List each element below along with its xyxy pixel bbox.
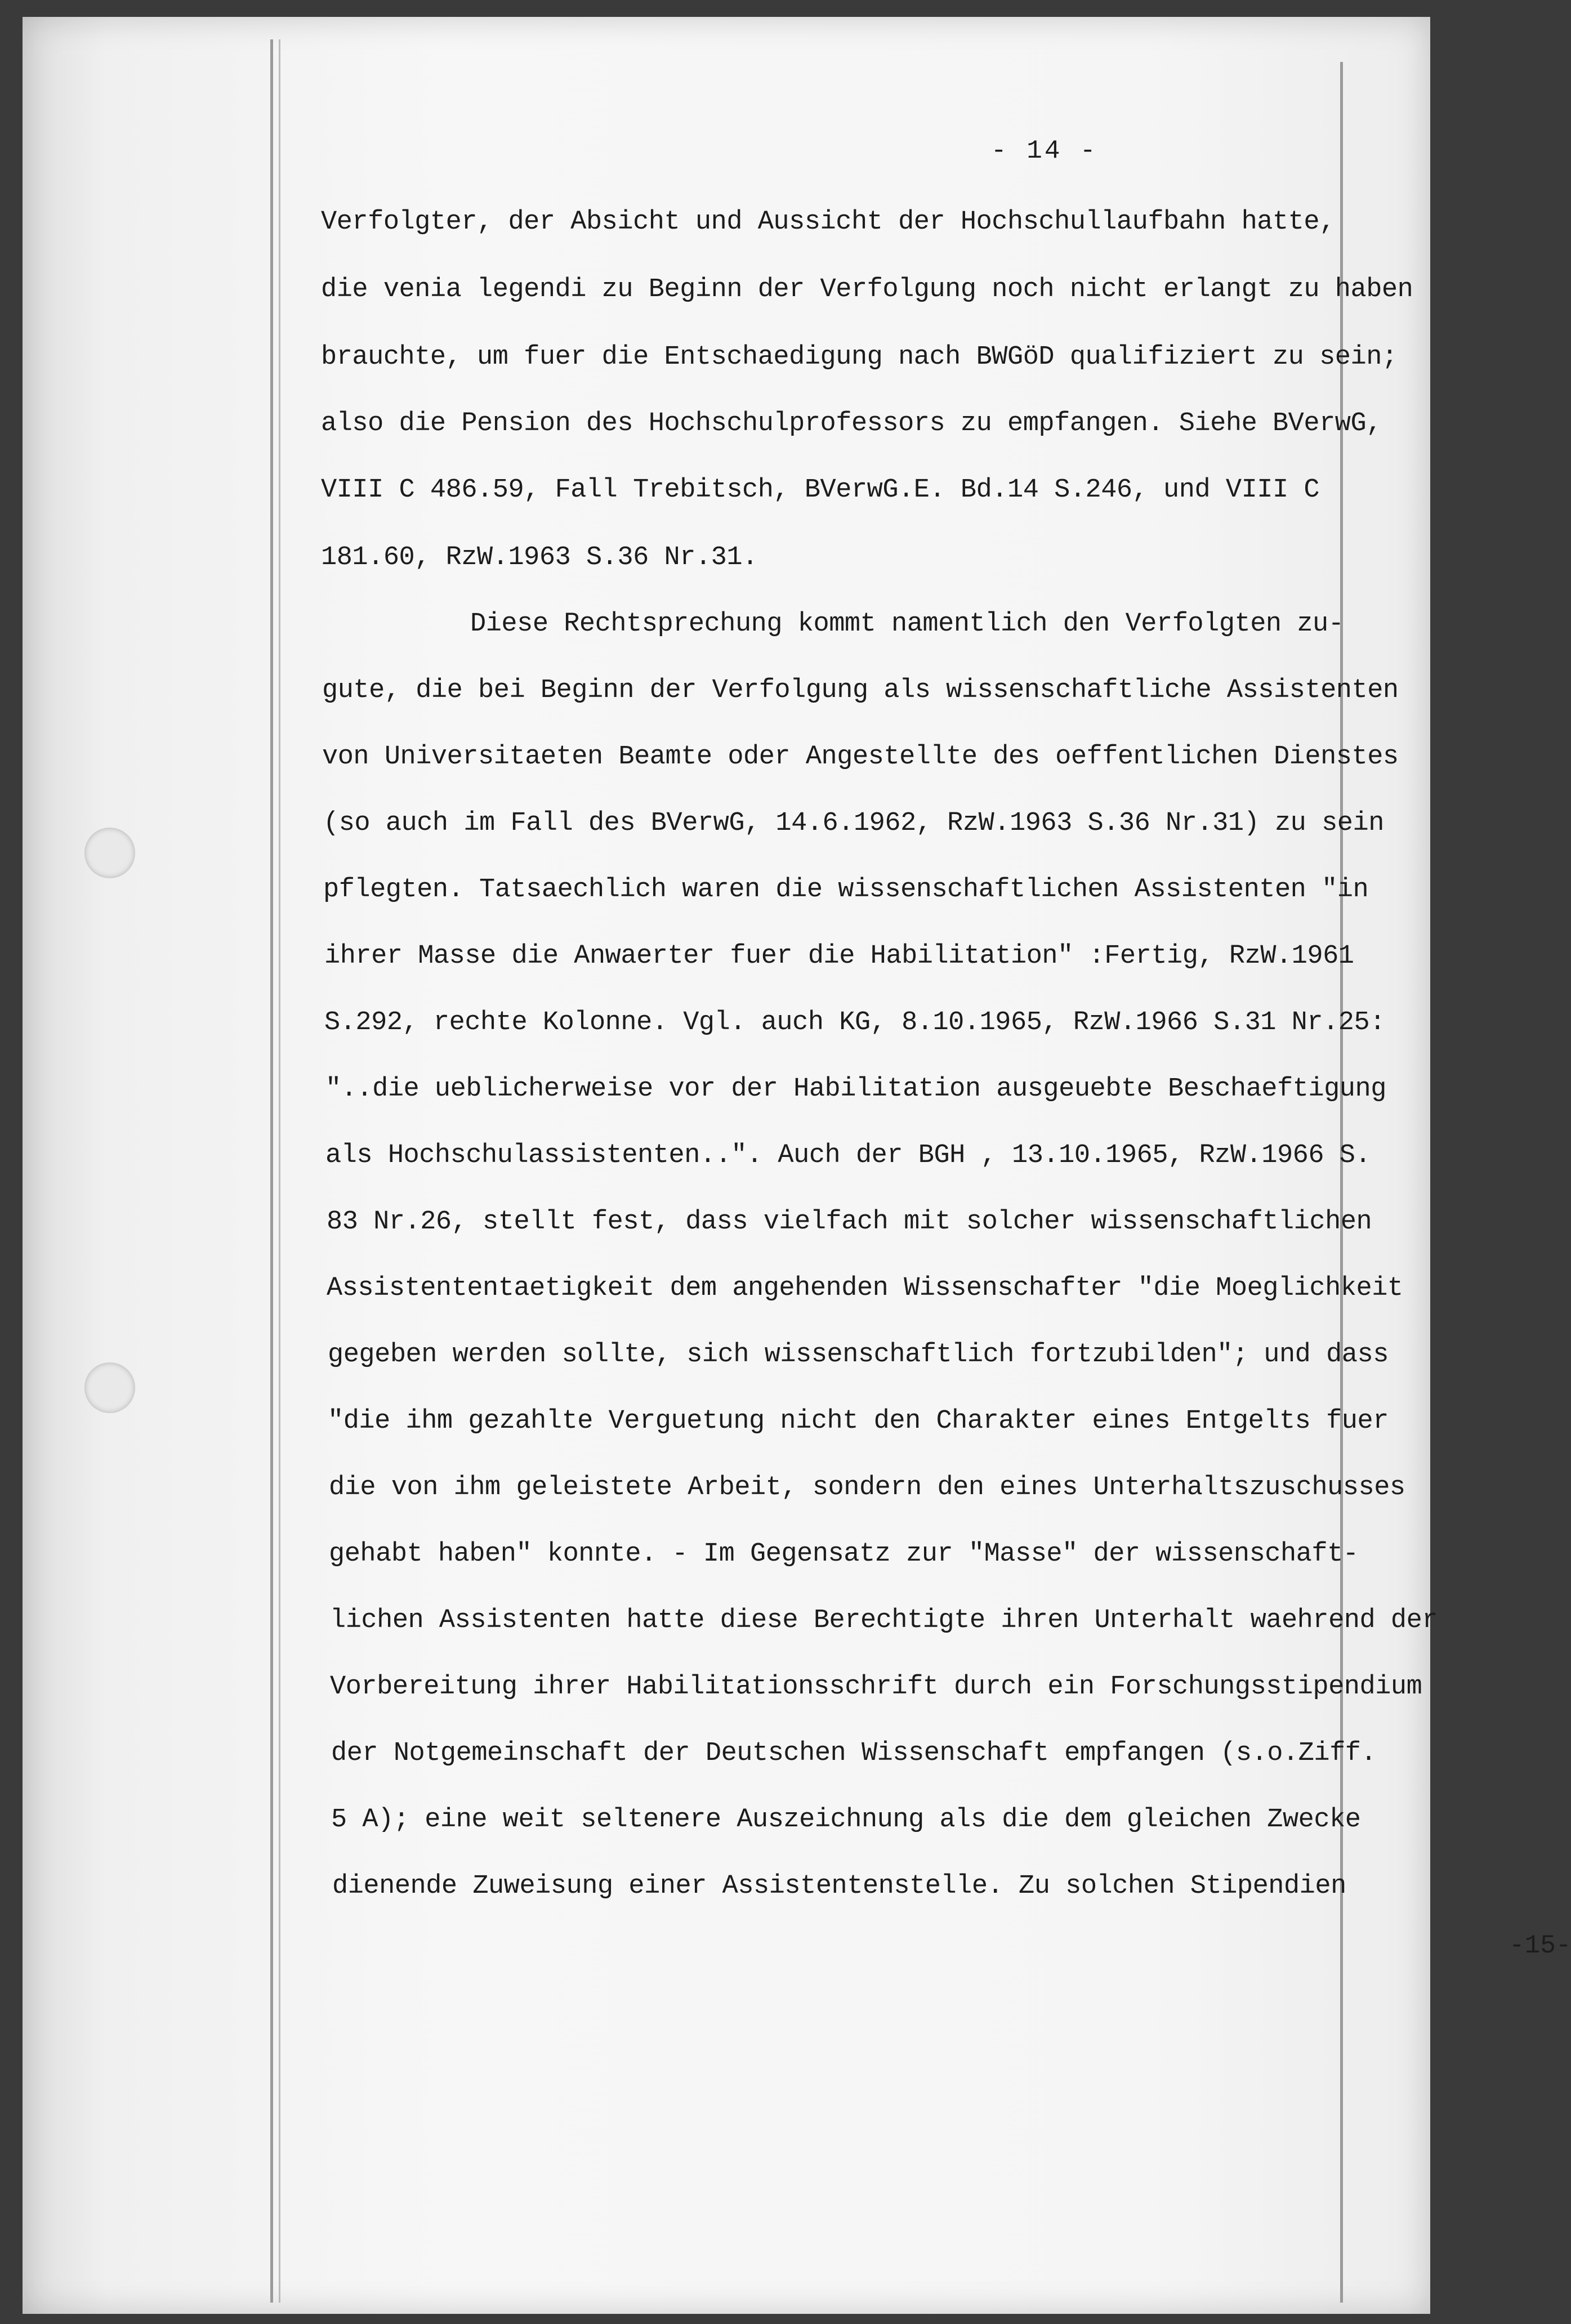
page-fold-line-inner (279, 39, 280, 2303)
text-line: 83 Nr.26, stellt fest, dass vielfach mit solcher wissenschaftlichen (327, 1207, 1372, 1237)
text-line: als Hochschulassistenten..". Auch der BGH , 13.10.1965, RzW.1966 S. (325, 1141, 1371, 1170)
text-line: gute, die bei Beginn der Verfolgung als wissenschaftliche Assistenten (322, 676, 1399, 705)
right-page-edge (1340, 62, 1343, 2303)
text-line: dienende Zuweisung einer Assistentenstelle. Zu solchen Stipendien (332, 1871, 1346, 1901)
text-line: VIII C 486.59, Fall Trebitsch, BVerwG.E. Bd.14 S.246, und VIII C (321, 475, 1320, 505)
text-line: gehabt haben" konnte. - Im Gegensatz zur "Masse" der wissenschaft- (329, 1539, 1359, 1569)
text-line: Assistententaetigkeit dem angehenden Wissenschafter "die Moeglichkeit (327, 1273, 1403, 1303)
page-fold-line (270, 39, 273, 2303)
text-line: gegeben werden sollte, sich wissenschaftlich fortzubilden"; und dass (328, 1340, 1389, 1370)
text-line: ihrer Masse die Anwaerter fuer die Habilitation" :Fertig, RzW.1961 (324, 941, 1354, 971)
page-number: - 14 - (991, 136, 1098, 166)
text-line: Verfolgter, der Absicht und Aussicht der Hochschullaufbahn hatte, (321, 207, 1335, 237)
text-line: (so auch im Fall des BVerwG, 14.6.1962, RzW.1963 S.36 Nr.31) zu sein (323, 808, 1384, 838)
punch-hole-lower (84, 1362, 135, 1413)
text-line: 5 A); eine weit seltenere Auszeichnung als die dem gleichen Zwecke (331, 1805, 1361, 1835)
text-line: also die Pension des Hochschulprofessors zu empfangen. Siehe BVerwG, (321, 409, 1382, 439)
text-line: Diese Rechtsprechung kommt namentlich den Verfolgten zu- (470, 609, 1344, 639)
text-line: brauchte, um fuer die Entschaedigung nach BWGöD qualifiziert zu sein; (321, 342, 1398, 372)
text-line: von Universitaeten Beamte oder Angestellte des oeffentlichen Dienstes (322, 742, 1399, 772)
text-line: der Notgemeinschaft der Deutschen Wissenschaft empfangen (s.o.Ziff. (331, 1738, 1377, 1768)
text-line: die von ihm geleistete Arbeit, sondern den eines Unterhaltszuschusses (329, 1473, 1405, 1503)
text-line: die venia legendi zu Beginn der Verfolgung noch nicht erlangt zu haben (321, 275, 1413, 305)
text-line: pflegten. Tatsaechlich waren die wissenschaftlichen Assistenten "in (323, 875, 1369, 905)
continuation-page-ref: -15- (1509, 1931, 1571, 1960)
text-line: "..die ueblicherweise vor der Habilitation ausgeuebte Beschaeftigung (325, 1074, 1386, 1104)
document-page (23, 17, 1571, 2314)
text-line: lichen Assistenten hatte diese Berechtigte ihren Unterhalt waehrend der (330, 1606, 1438, 1635)
punch-hole-upper (84, 828, 135, 878)
text-line: "die ihm gezahlte Verguetung nicht den Charakter eines Entgelts fuer (328, 1406, 1389, 1436)
text-line: 181.60, RzW.1963 S.36 Nr.31. (321, 543, 758, 573)
text-line: S.292, rechte Kolonne. Vgl. auch KG, 8.10.1965, RzW.1966 S.31 Nr.25: (324, 1008, 1385, 1038)
text-line: Vorbereitung ihrer Habilitationsschrift durch ein Forschungsstipendium (330, 1672, 1422, 1702)
